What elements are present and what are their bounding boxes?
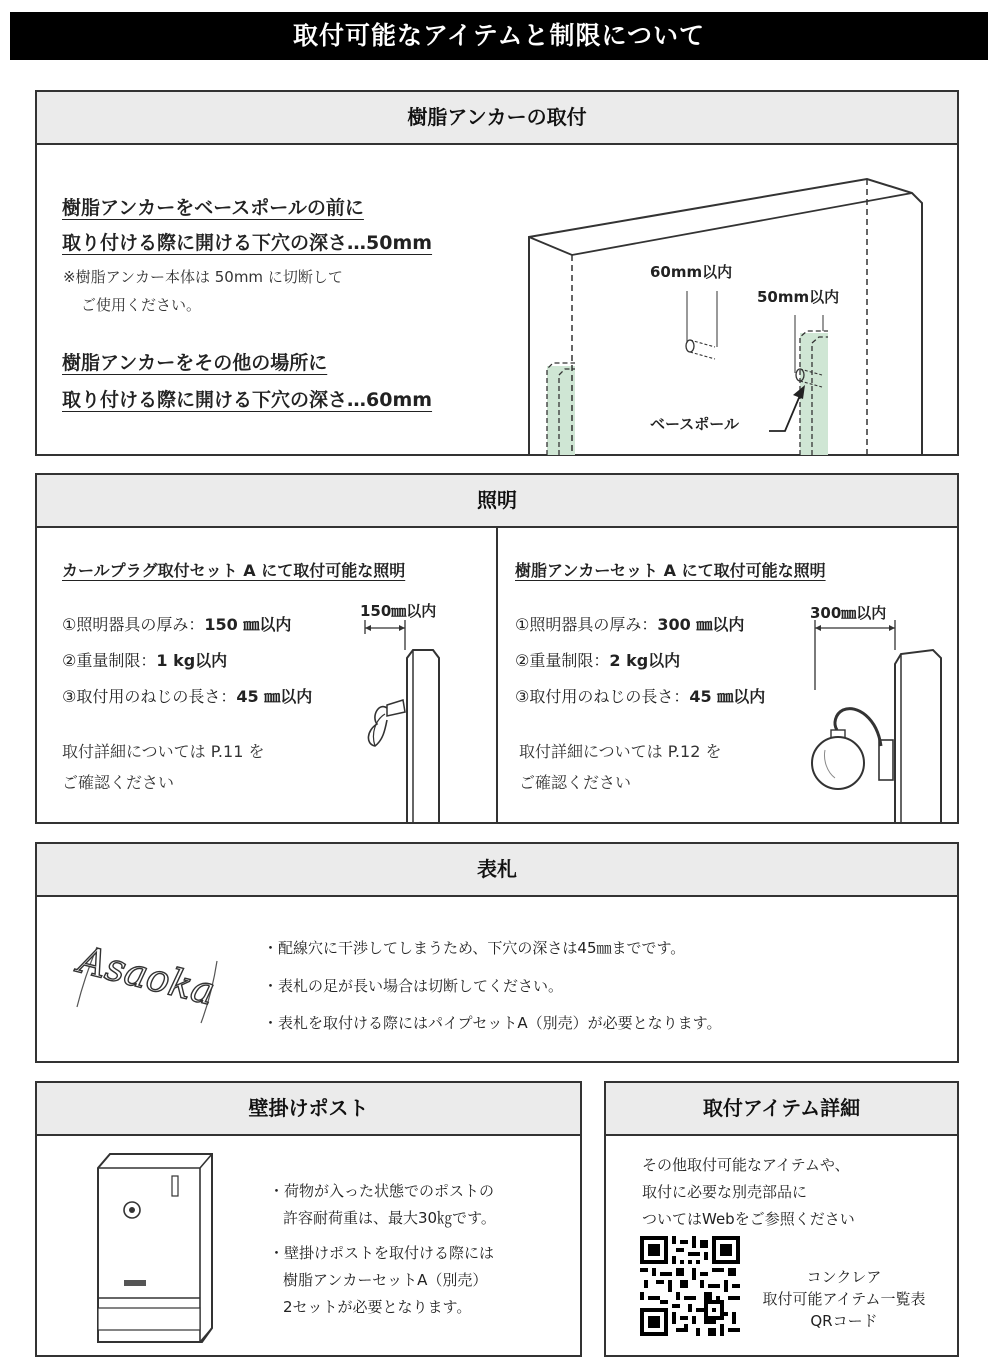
details-qr-caption-c: QRコード <box>810 1312 878 1330</box>
lighting-left-item2: ②重量制限：1 kg以内 <box>62 651 228 670</box>
lighting-left-item3: ③取付用のねじの長さ：45 ㎜以内 <box>62 687 313 706</box>
qr-code-icon[interactable] <box>640 1236 740 1336</box>
anchor-panel <box>35 90 959 456</box>
lighting-right-item3: ③取付用のねじの長さ：45 ㎜以内 <box>515 687 766 706</box>
anchor-heading: 樹脂アンカーの取付 <box>37 92 957 145</box>
lighting-left-detail-a: 取付詳細については P.11 を <box>62 742 265 761</box>
details-text-b: 取付に必要な別売部品に <box>642 1183 808 1201</box>
nameplate-bullet-1: ・配線穴に干渉してしまうため、下穴の深さは45㎜までです。 <box>263 939 686 957</box>
anchor-note-a: ※樹脂アンカー本体は 50mm に切断して <box>63 268 343 286</box>
lighting-right-item1: ①照明器具の厚み：300 ㎜以内 <box>515 615 745 634</box>
nameplate-heading: 表札 <box>37 844 957 897</box>
nameplate-bullet-2: ・表札の足が長い場合は切断してください。 <box>263 977 564 995</box>
anchor-label-pole: ベースポール <box>650 415 739 433</box>
anchor-label-50: 50mm以内 <box>757 288 840 306</box>
page-title: 取付可能なアイテムと制限について <box>10 12 988 60</box>
post-bullet-1b: 許容耐荷重は、最大30㎏です。 <box>283 1209 496 1227</box>
post-bullet-2a: ・壁掛けポストを取付ける際には <box>269 1244 495 1262</box>
lighting-left-dim: 150㎜以内 <box>360 602 437 620</box>
lighting-right-dim: 300㎜以内 <box>810 604 887 622</box>
details-heading: 取付アイテム詳細 <box>606 1083 957 1136</box>
lighting-divider <box>496 528 498 822</box>
nameplate-bullet-3: ・表札を取付ける際にはパイプセットA（別売）が必要となります。 <box>263 1014 722 1032</box>
lighting-panel <box>35 473 959 824</box>
anchor-note-b: ご使用ください。 <box>81 296 202 314</box>
lighting-left-detail-b: ご確認ください <box>62 773 175 792</box>
light-fixture-a-illustration <box>357 620 477 822</box>
nameplate-sample-text: Asaoka <box>74 937 220 1014</box>
details-text-a: その他取付可能なアイテムや、 <box>642 1156 850 1174</box>
post-bullet-2b: 樹脂アンカーセットA（別売） <box>283 1271 488 1289</box>
lighting-heading: 照明 <box>37 475 957 528</box>
base-pole-illustration <box>517 163 937 455</box>
post-panel <box>35 1081 582 1357</box>
anchor-line1a: 樹脂アンカーをベースポールの前に <box>62 197 364 219</box>
post-heading: 壁掛けポスト <box>37 1083 580 1136</box>
anchor-line1b: 取り付ける際に開ける下穴の深さ…50mm <box>62 232 433 254</box>
details-panel <box>604 1081 959 1357</box>
nameplate-illustration <box>67 927 267 1037</box>
lighting-left-subheading: カールプラグ取付セット A にて取付可能な照明 <box>62 561 406 580</box>
lighting-right-subheading: 樹脂アンカーセット A にて取付可能な照明 <box>515 561 826 580</box>
anchor-label-60: 60mm以内 <box>650 263 733 281</box>
details-qr-caption-a: コンクレア <box>806 1268 882 1286</box>
light-fixture-b-illustration <box>807 620 957 822</box>
details-qr-caption-b: 取付可能アイテム一覧表 <box>762 1290 926 1308</box>
wall-post-illustration <box>92 1148 227 1348</box>
lighting-right-detail-a: 取付詳細については P.12 を <box>519 742 722 761</box>
lighting-left-item1: ①照明器具の厚み：150 ㎜以内 <box>62 615 292 634</box>
lighting-right-detail-b: ご確認ください <box>519 773 632 792</box>
anchor-line2a: 樹脂アンカーをその他の場所に <box>62 352 328 374</box>
post-bullet-1a: ・荷物が入った状態でのポストの <box>269 1182 495 1200</box>
nameplate-panel <box>35 842 959 1063</box>
details-text-c: ついてはWebをご参照ください <box>642 1210 855 1228</box>
lighting-right-item2: ②重量制限：2 kg以内 <box>515 651 681 670</box>
post-bullet-2c: 2セットが必要となります。 <box>283 1298 472 1316</box>
anchor-line2b: 取り付ける際に開ける下穴の深さ…60mm <box>62 389 433 411</box>
